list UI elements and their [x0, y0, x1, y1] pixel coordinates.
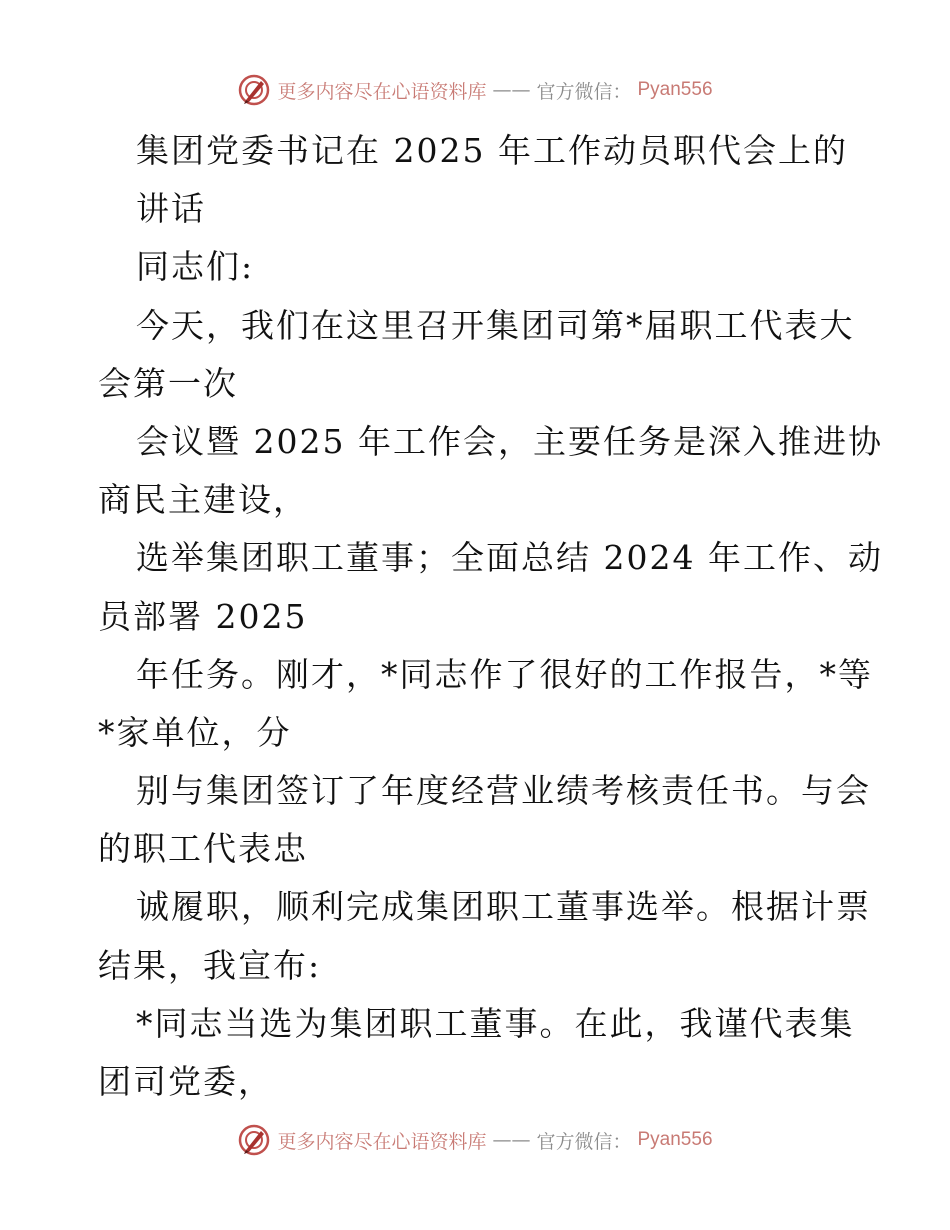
- watermark-wechat-id: Pyan556: [637, 1129, 713, 1150]
- doc-line: *同志当选为集团职工董事。在此，我谨代表集: [136, 1003, 855, 1043]
- watermark-wechat-label: 官方微信：: [536, 1130, 632, 1153]
- doc-line: 结果，我宣布:: [98, 945, 322, 985]
- watermark-text: 更多内容尽在心语资料库: [277, 80, 487, 103]
- doc-line: *家单位，分: [98, 712, 292, 752]
- doc-line: 商民主建设，: [98, 480, 308, 520]
- doc-line: 会第一次: [98, 363, 238, 403]
- watermark-dash: ——: [492, 79, 531, 101]
- watermark-wechat-label: 官方微信：: [536, 80, 632, 103]
- doc-line: 选举集团职工董事；全面总结 2024 年工作、动: [136, 538, 883, 578]
- pen-logo-icon: [237, 1123, 271, 1157]
- header-watermark: [0, 70, 950, 110]
- doc-line: 同志们:: [136, 247, 255, 287]
- watermark-dash: ——: [492, 1129, 531, 1151]
- doc-line: 别与集团签订了年度经营业绩考核责任书。与会: [136, 771, 871, 811]
- doc-line: 诚履职，顺利完成集团职工董事选举。根据计票: [136, 887, 871, 927]
- doc-line: 集团党委书记在 2025 年工作动员职代会上的: [136, 131, 848, 170]
- footer-watermark: [0, 1120, 950, 1160]
- doc-line: 年任务。刚才，*同志作了很好的工作报告，*等: [136, 654, 873, 694]
- doc-line: 员部署 2025: [98, 596, 308, 636]
- doc-line: 的职工代表忠: [98, 829, 308, 869]
- watermark-wechat-id: Pyan556: [637, 79, 713, 100]
- pen-logo-icon: [237, 73, 271, 107]
- doc-line: 讲话: [136, 189, 206, 229]
- doc-line: 会议暨 2025 年工作会，主要任务是深入推进协: [136, 421, 883, 461]
- doc-line: 今天，我们在这里召开集团司第*届职工代表大: [136, 305, 855, 345]
- doc-line: 团司党委，: [98, 1062, 273, 1101]
- watermark-text: 更多内容尽在心语资料库: [277, 1130, 487, 1153]
- document-body: [98, 122, 883, 1111]
